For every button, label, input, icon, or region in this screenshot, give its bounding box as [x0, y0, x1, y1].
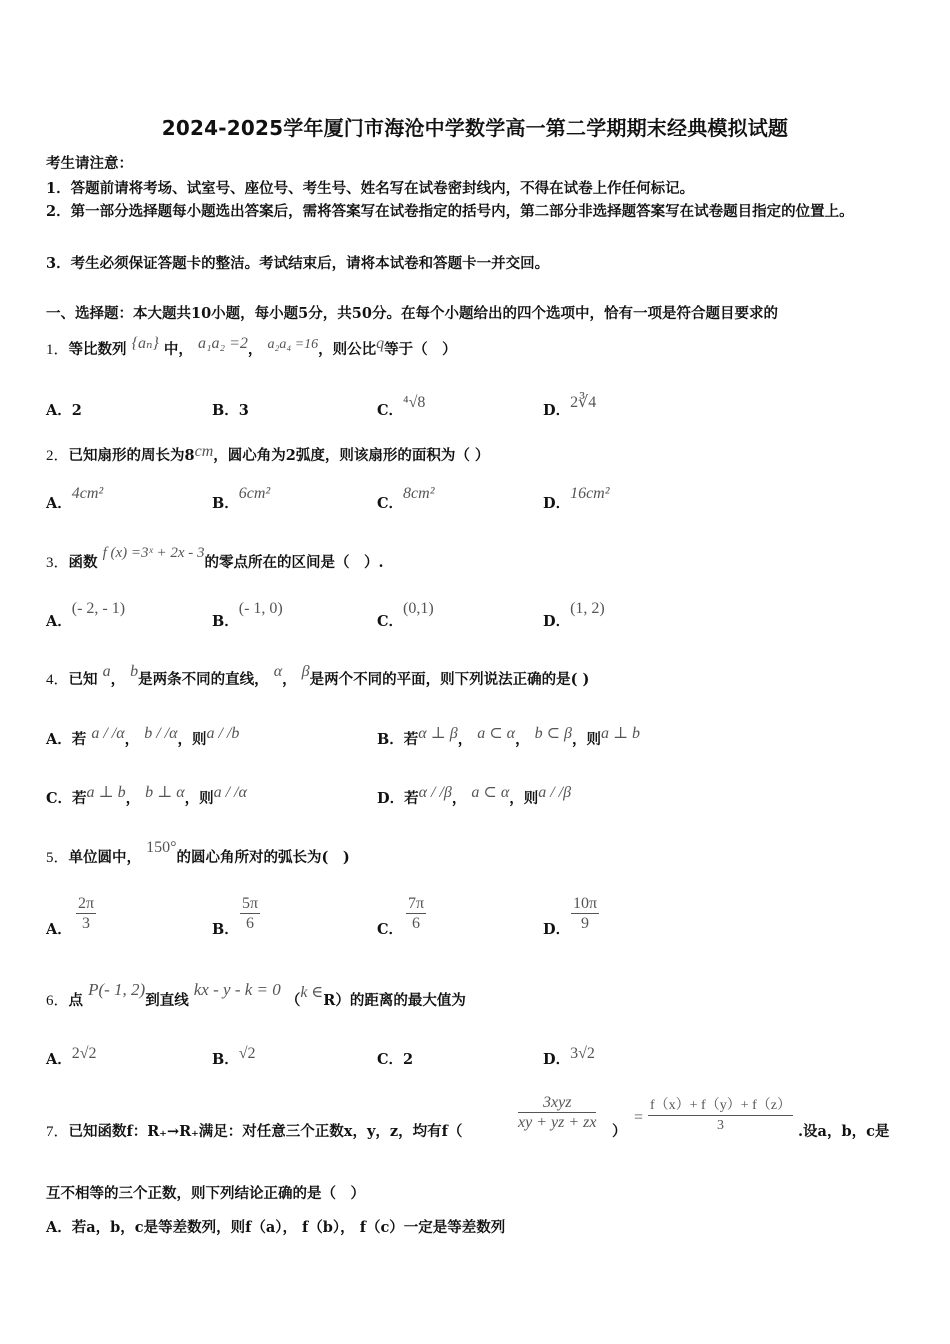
math-expression: f (x) =3ˣ + 2x - 3: [102, 545, 205, 561]
math-expression: kx - y - k = 0: [193, 980, 281, 999]
math-expression: α: [273, 663, 283, 680]
q7-equals: =: [634, 1109, 644, 1126]
q6-option-d[interactable]: D．3√2: [543, 1045, 595, 1068]
question-1-stem: 1．等比数列 {aₙ} 中， a₁a₂ =2， a₂a₄ =16，则公比q等于（ ）: [46, 335, 457, 358]
question-7-stem-part2: 互不相等的三个正数，则下列结论正确的是（ ）: [46, 1185, 365, 1202]
math-expression: b: [130, 663, 139, 680]
q2-option-a[interactable]: A．4cm²: [46, 485, 104, 512]
q6-option-b[interactable]: B．√2: [212, 1045, 256, 1068]
q1-option-c[interactable]: C．⁴√8: [377, 394, 426, 419]
notice-item-3: 3．考生必须保证答题卡的整洁。考试结束后，请将本试卷和答题卡一并交回。: [46, 255, 550, 272]
section-heading: 一、选择题：本大题共10小题，每小题5分，共50分。在每个小题给出的四个选项中，恰有一项是符合题目要求的: [46, 305, 778, 322]
question-number: 3．: [46, 555, 69, 571]
q3-option-d[interactable]: D．(1, 2): [543, 600, 605, 630]
q5-option-c-fraction: $\frac{7\pi}{6}$: [408, 895, 425, 932]
q2-option-c[interactable]: C．8cm²: [377, 485, 435, 512]
q5-option-a-label[interactable]: A．: [46, 921, 72, 938]
q3-option-a[interactable]: A．(- 2, - 1): [46, 600, 126, 630]
q5-option-d-fraction: $\frac{10\pi}{9}$: [573, 895, 598, 932]
question-3-stem: 3．函数 f (x) =3ˣ + 2x - 3的零点所在的区间是（ ）.: [46, 545, 384, 571]
q2-option-d[interactable]: D．16cm²: [543, 485, 610, 512]
question-number: 1．: [46, 342, 69, 358]
question-2-stem: 2．已知扇形的周长为8cm，圆心角为2弧度，则该扇形的面积为（ ）: [46, 443, 490, 464]
question-number: 6．: [46, 993, 69, 1009]
q4-option-b[interactable]: B．若α ⊥ β， a ⊂ α， b ⊂ β，则a ⊥ b: [377, 725, 641, 748]
q2-option-b[interactable]: B．6cm²: [212, 485, 271, 512]
math-expression: 150°: [146, 839, 177, 856]
q3-option-b[interactable]: B．(- 1, 0): [212, 600, 283, 630]
q5-option-b-label[interactable]: B．: [212, 921, 239, 938]
q5-option-a-fraction: $\frac{2\pi}{3}$: [78, 895, 95, 932]
q7-option-a[interactable]: A．若a，b，c是等差数列，则f（a）， f（b）， f（c）一定是等差数列: [46, 1219, 506, 1236]
question-7-stem-part1: 7．已知函数f：R₊→R₊满足：对任意三个正数x，y，z，均有f（: [46, 1123, 463, 1140]
math-expression: cm: [194, 443, 214, 460]
math-expression: β: [301, 663, 310, 680]
question-number: 7．: [46, 1124, 69, 1140]
math-expression: {aₙ}: [131, 335, 159, 352]
math-expression: P(- 1, 2): [88, 980, 146, 999]
q7-fraction-1: 3xyz xy + yz + zx: [518, 1094, 597, 1131]
q4-option-c[interactable]: C．若a ⊥ b， b ⊥ α，则a / /α: [46, 784, 247, 807]
notice-heading: 考生请注意：: [46, 155, 133, 172]
question-5-stem: 5．单位圆中， 150°的圆心角所对的弧长为( ): [46, 839, 350, 866]
q6-option-c[interactable]: C．2: [377, 1051, 414, 1068]
math-expression: a: [102, 663, 111, 680]
math-expression: k ∈: [300, 984, 324, 1001]
q5-option-c-label[interactable]: C．: [377, 921, 404, 938]
q1-option-b[interactable]: B．3: [212, 402, 249, 419]
math-expression: q: [376, 335, 385, 352]
question-number: 5．: [46, 850, 69, 866]
q4-option-d[interactable]: D．若α / /β， a ⊂ α，则a / /β: [377, 784, 572, 807]
question-4-stem: 4．已知 a， b是两条不同的直线， α， β是两个不同的平面，则下列说法正确的是( ): [46, 663, 590, 688]
question-6-stem: 6．点 P(- 1, 2)到直线 kx - y - k = 0 （k ∈R）的距离的最大值为: [46, 980, 466, 1009]
notice-item-2: 2．第一部分选择题每小题选出答案后，需将答案写在试卷指定的括号内，第二部分非选择题答案写在试卷题目指定的位置上。: [46, 203, 854, 220]
q6-option-a[interactable]: A．2√2: [46, 1045, 97, 1068]
q1-option-a[interactable]: A．2: [46, 402, 82, 419]
q3-option-c[interactable]: C．(0,1): [377, 600, 434, 630]
q7-stem-tail: .设a，b，c是: [798, 1123, 890, 1140]
math-expression: a₁a₂ =2: [197, 335, 248, 352]
question-number: 2．: [46, 448, 69, 464]
q4-option-a[interactable]: A．若 a / /α， b / /α，则a / /b: [46, 725, 240, 748]
q5-option-b-fraction: $\frac{5\pi}{6}$: [242, 895, 259, 932]
notice-item-1: 1．答题前请将考场、试室号、座位号、考生号、姓名写在试卷密封线内，不得在试卷上作任何标记。: [46, 180, 695, 197]
q5-option-d-label[interactable]: D．: [543, 921, 571, 938]
math-expression: a₂a₄ =16: [267, 337, 319, 352]
page-title: 2024-2025学年厦门市海沧中学数学高一第二学期期末经典模拟试题: [161, 116, 789, 140]
question-number: 4．: [46, 672, 69, 688]
q1-option-d[interactable]: D．2∛4: [543, 394, 597, 419]
q7-fraction-2: $\frac{f(x)+ f(y)+ f(z)}{3}$: [650, 1098, 791, 1133]
q7-close-paren: ）: [612, 1123, 627, 1140]
